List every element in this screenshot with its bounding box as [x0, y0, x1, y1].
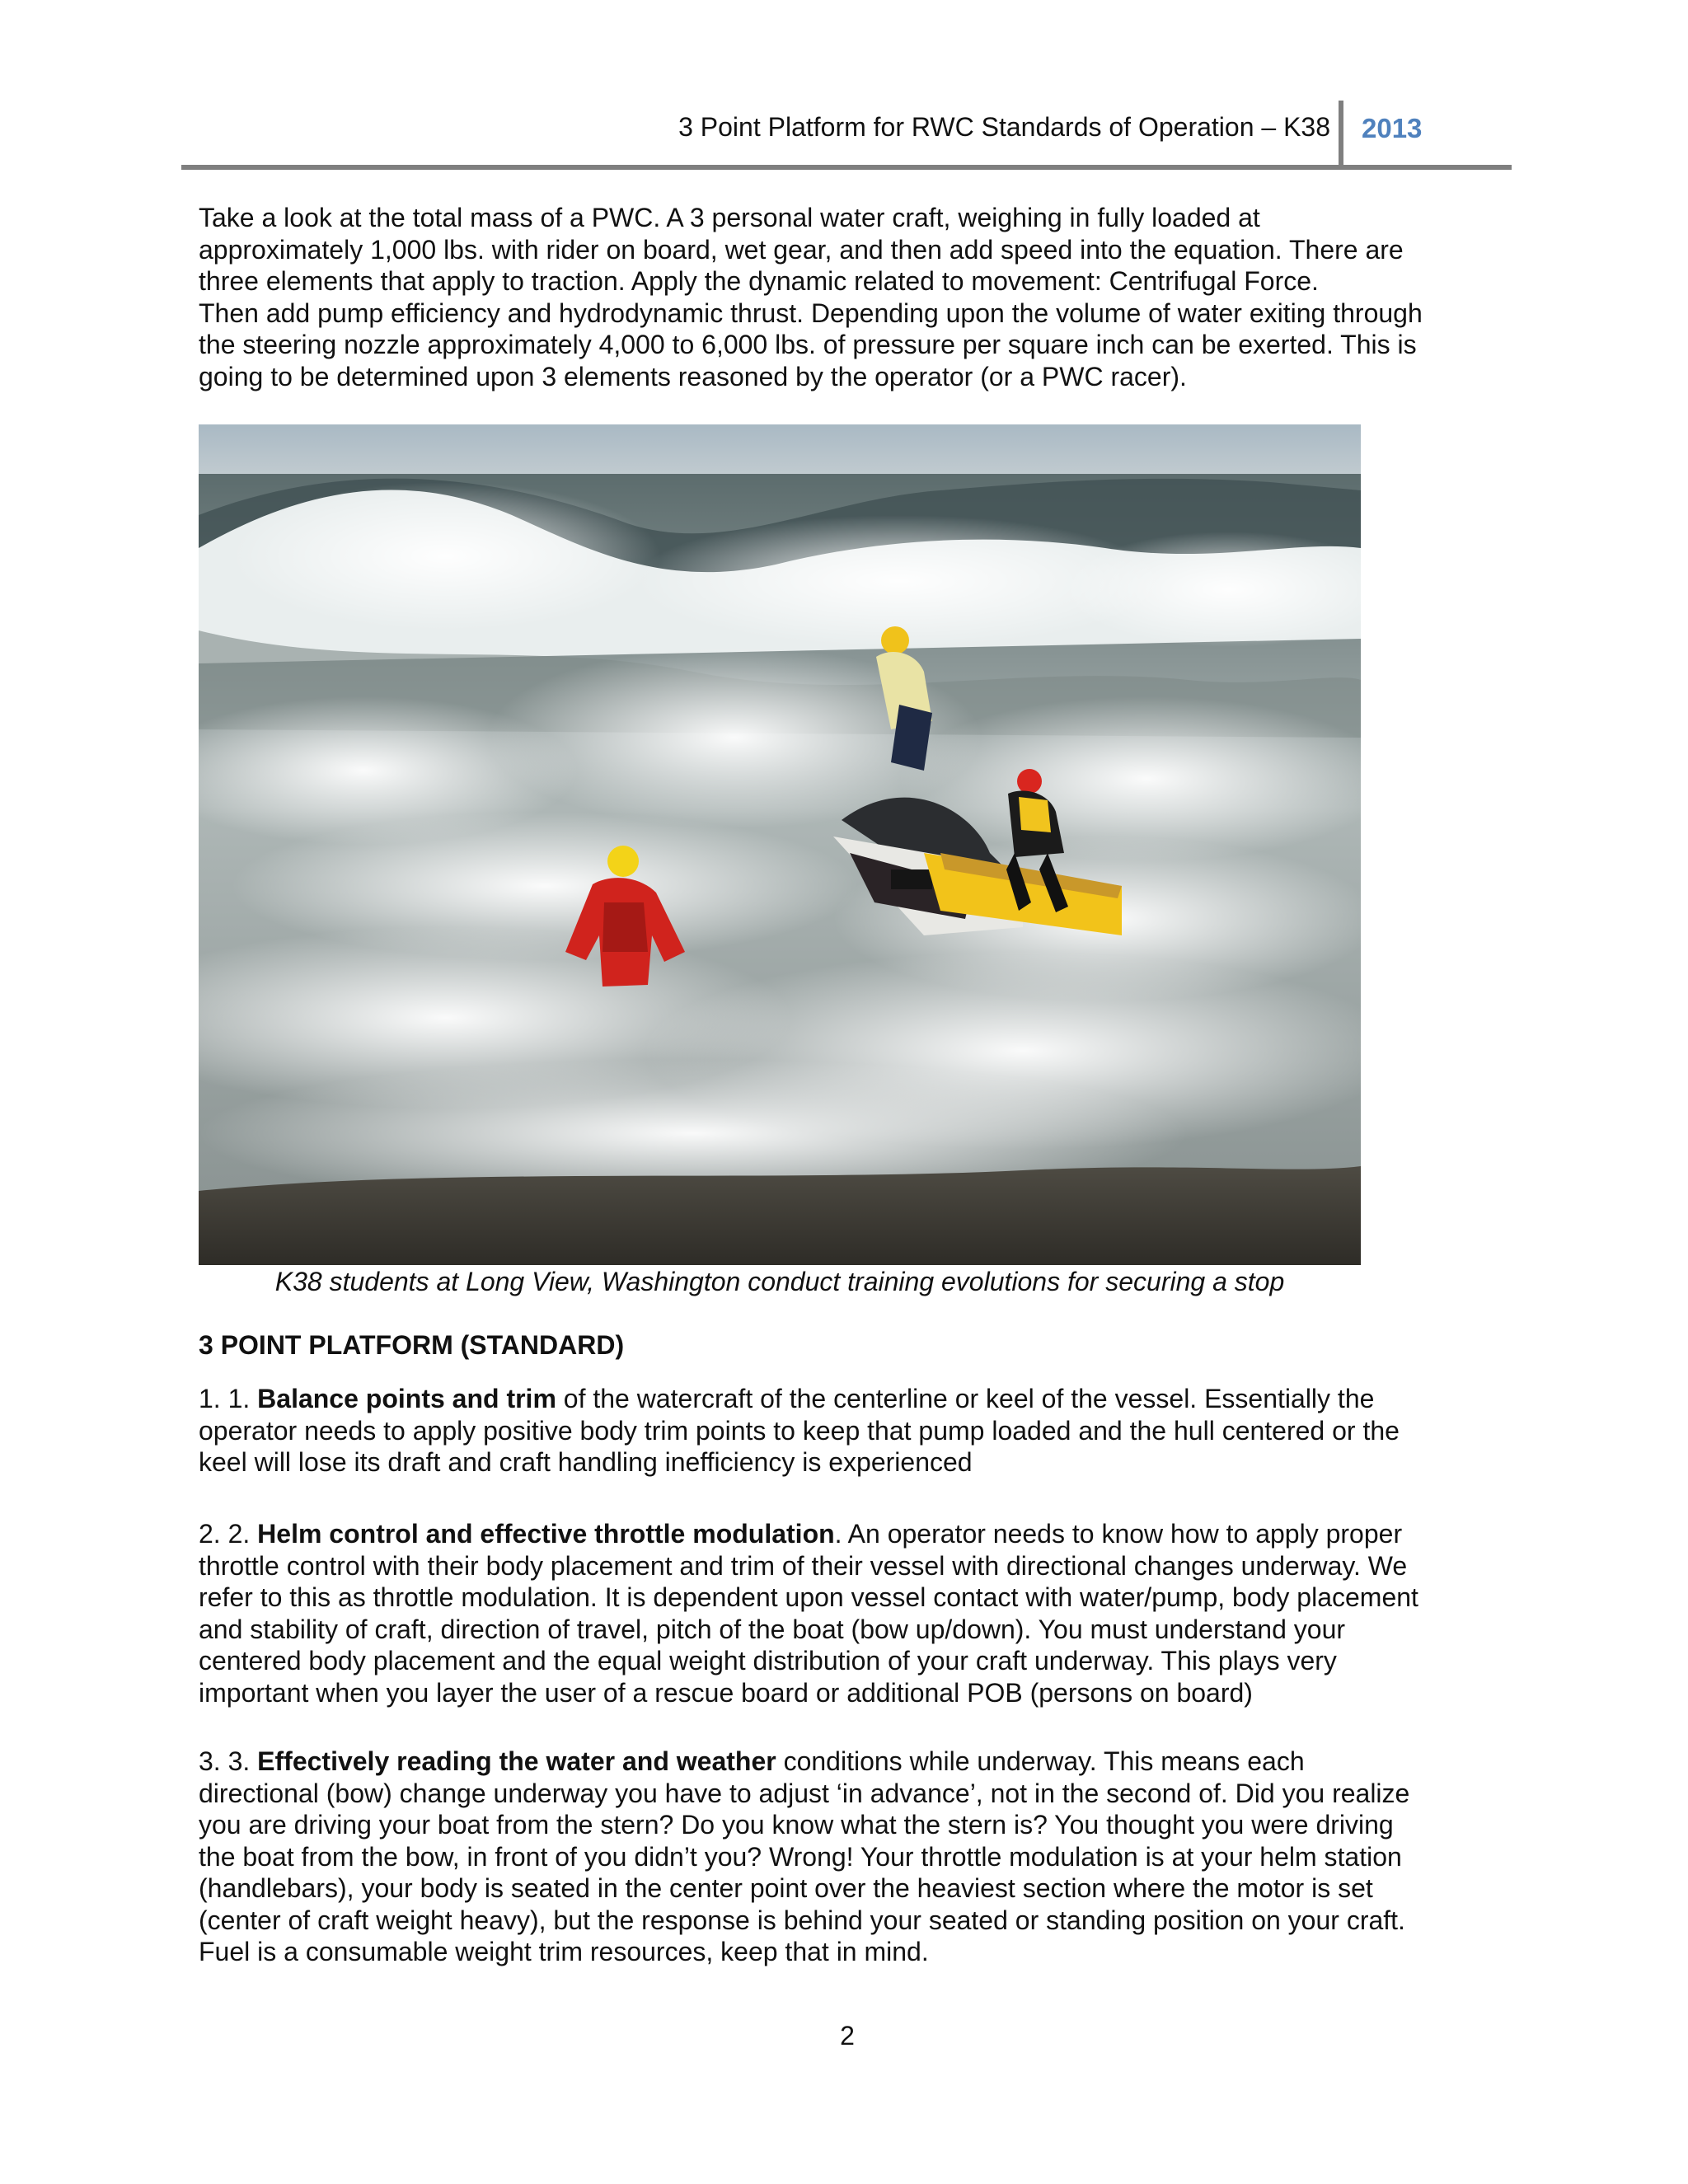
- item-first-line: [199, 1518, 1526, 1550]
- item-first-line: [199, 1746, 1526, 1778]
- list-item: [199, 1383, 1526, 1479]
- item-line: and stability of craft, direction of travel, pitch of the boat (bow up/down). You must understand your: [199, 1614, 1346, 1644]
- list-item: [199, 1746, 1526, 1968]
- item-line: keel will lose its draft and craft handling inefficiency is experienced: [199, 1447, 973, 1477]
- item-title: Effectively reading the water and weather: [257, 1746, 776, 1776]
- page-header: [181, 97, 1512, 170]
- item-line: throttle control with their body placement and trim of their vessel with directional changes underway. We: [199, 1550, 1408, 1581]
- intro-paragraph: [199, 202, 1517, 392]
- photo-caption: K38 students at Long View, Washington conduct training evolutions for securing a stop: [274, 1267, 1285, 1296]
- sky: [199, 424, 1361, 482]
- item-line: centered body placement and the equal weight distribution of your craft underway. This plays very: [199, 1646, 1337, 1675]
- item-text: conditions while underway. This means each: [776, 1746, 1305, 1776]
- item-line: operator needs to apply positive body trim points to keep that pump loaded and the hull centered or the: [199, 1415, 1400, 1446]
- item-line: important when you layer the user of a rescue board or additional POB (persons on board): [199, 1677, 1253, 1708]
- item-text: . An operator needs to know how to apply proper: [834, 1519, 1403, 1549]
- item-number: 3. 3.: [199, 1746, 258, 1776]
- page-number: 2: [840, 2021, 855, 2050]
- item-line: directional (bow) change underway you have to adjust ‘in advance’, not in the second of. Did you realize: [199, 1778, 1410, 1808]
- list-item: [199, 1518, 1526, 1708]
- item-line: refer to this as throttle modulation. It is dependent upon vessel contact with water/pump, body placement: [199, 1582, 1418, 1612]
- intro-line: Take a look at the total mass of a PWC. A 3 personal water craft, weighing in fully loaded at: [199, 203, 1260, 232]
- header-year: 2013: [1362, 113, 1423, 143]
- item-first-line: [199, 1383, 1526, 1415]
- intro-line: Then add pump efficiency and hydrodynamic thrust. Depending upon the volume of water exiting through: [199, 298, 1423, 328]
- item-title: Balance points and trim: [257, 1384, 556, 1413]
- item-line: (center of craft weight heavy), but the response is behind your seated or standing position on your craft.: [199, 1905, 1405, 1935]
- item-line: (handlebars), your body is seated in the center point over the heaviest section where the motor is set: [199, 1873, 1373, 1903]
- intro-line: approximately 1,000 lbs. with rider on board, wet gear, and then add speed into the equation. There are: [199, 234, 1404, 265]
- item-number: 2. 2.: [199, 1519, 258, 1549]
- item-number: 1. 1.: [199, 1384, 258, 1413]
- photo-illustration: [199, 424, 1361, 1265]
- intro-line: three elements that apply to traction. Apply the dynamic related to movement: Centrifugal Force.: [199, 266, 1319, 296]
- header-title: 3 Point Platform for RWC Standards of Operation – K38: [678, 112, 1330, 142]
- intro-line: going to be determined upon 3 elements reasoned by the operator (or a PWC racer).: [199, 361, 1187, 391]
- item-text: of the watercraft of the centerline or keel of the vessel. Essentially the: [556, 1384, 1375, 1413]
- intro-line: the steering nozzle approximately 4,000 to 6,000 lbs. of pressure per square inch can be exerted. This is: [199, 330, 1417, 359]
- item-line: the boat from the bow, in front of you didn’t you? Wrong! Your throttle modulation is at your helm station: [199, 1841, 1402, 1872]
- section-heading: 3 POINT PLATFORM (STANDARD): [199, 1330, 625, 1360]
- item-line: you are driving your boat from the stern? Do you know what the stern is? You thought you were driving: [199, 1810, 1394, 1840]
- header-divider: [1339, 101, 1343, 165]
- item-line: Fuel is a consumable weight trim resources, keep that in mind.: [199, 1937, 929, 1966]
- item-title: Helm control and effective throttle modulation: [257, 1519, 835, 1549]
- surf-rescue-photo: [199, 424, 1361, 1265]
- beach: [199, 1166, 1361, 1265]
